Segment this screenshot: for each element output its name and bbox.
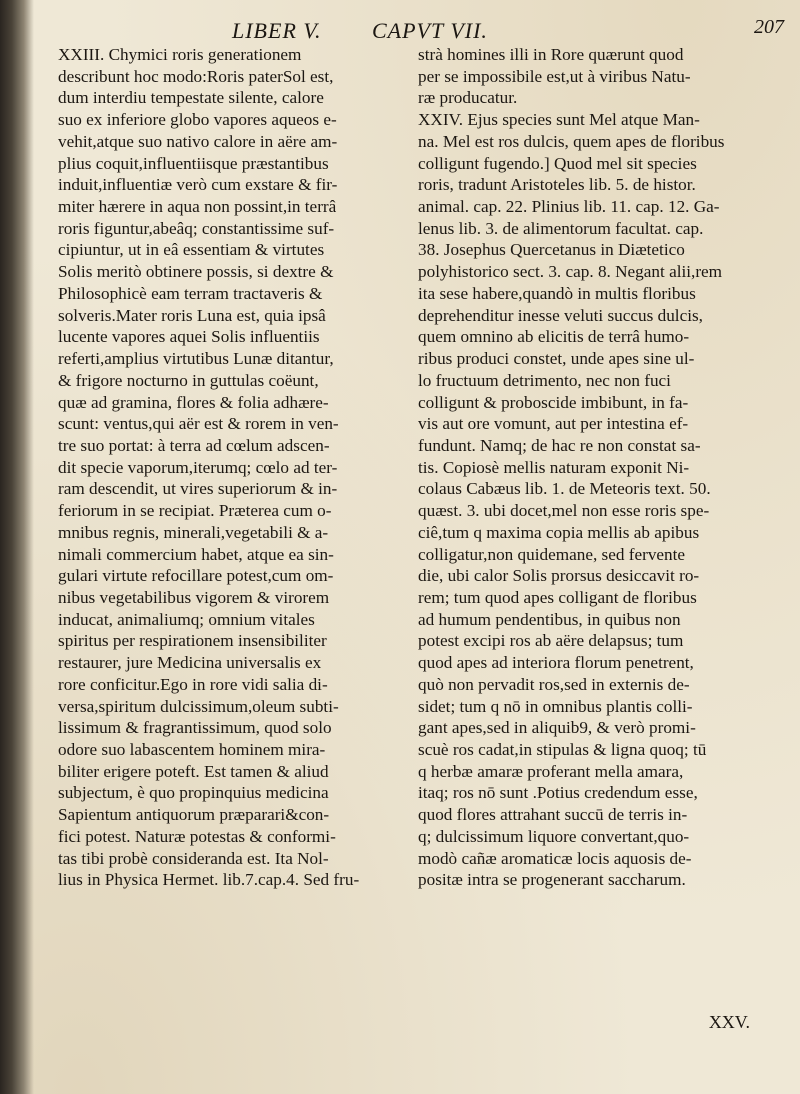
- text-line: ita sese habere,quandò in multis floribus: [418, 283, 696, 303]
- text-line: gulari virtute refocillare potest,cum om-: [58, 566, 334, 586]
- text-line: ræ producatur.: [418, 88, 518, 108]
- text-line: describunt hoc modo:Roris paterSol est,: [58, 66, 334, 86]
- text-line: referti,amplius virtutibus Lunæ ditantur,: [58, 349, 334, 369]
- text-line: & frigore nocturno in guttulas coëunt,: [58, 370, 319, 390]
- text-line: scuè ros cadat,in stipulas & ligna quoq; tū: [418, 740, 707, 759]
- text-line: mnibus regnis, minerali,vegetabili & a-: [58, 522, 329, 542]
- text-line: spiritus per respirationem insensibiliter: [58, 631, 327, 651]
- text-line: quò non pervadit ros,sed in externis de-: [418, 674, 690, 694]
- text-line: lucente vapores aquei Solis influentiis: [58, 327, 320, 347]
- text-line: nimali commercium habet, atque ea sin-: [58, 544, 334, 564]
- text-line: vehit,atque suo nativo calore in aëre am-: [58, 131, 338, 151]
- header-chapter: CAPVT VII.: [372, 18, 488, 43]
- text-line: ad humum pendentibus, in quibus non: [418, 609, 681, 629]
- text-line: cipiuntur, ut in eâ essentiam & virtutes: [58, 240, 325, 260]
- text-line: rore conficitur.Ego in rore vidi salia di-: [58, 674, 328, 694]
- text-line: gant apes,sed in aliquib9, & verò promi-: [418, 718, 696, 738]
- text-line: animal. cap. 22. Plinius lib. 11. cap. 12. Ga-: [418, 197, 720, 217]
- text-line: itaq; ros nō sunt .Potius credendum esse,: [418, 783, 698, 803]
- right-text-column: [418, 44, 748, 891]
- text-line: Solis meritò obtinere possis, si dextre &: [58, 262, 334, 282]
- text-line: lissimum & fragrantissimum, quod solo: [58, 718, 332, 738]
- text-line: induit,influentiæ verò cum exstare & fir-: [58, 175, 338, 195]
- text-line: ram descendit, ut vires superiorum & in-: [58, 479, 338, 499]
- binding-gutter: [0, 0, 34, 1094]
- text-line: tre suo portat: à terra ad cœlum adscen-: [58, 435, 330, 455]
- text-line: strà homines illi in Rore quærunt quod: [418, 45, 684, 64]
- text-line: subjectum, è quo propinquius medicina: [58, 783, 329, 803]
- text-line: odore suo labascentem hominem mira-: [58, 740, 326, 759]
- text-line: lius in Physica Hermet. lib.7.cap.4. Sed fru-: [58, 870, 360, 890]
- text-line: dum interdiu tempestate silente, calore: [58, 88, 324, 108]
- text-line: rem; tum quod apes colligant de floribus: [418, 587, 697, 607]
- text-line: quæ ad gramina, flores & folia adhære-: [58, 392, 329, 412]
- text-line: quæst. 3. ubi docet,mel non esse roris spe-: [418, 501, 710, 521]
- text-line: colligatur,non quidemane, sed fervente: [418, 544, 686, 564]
- text-line: quod apes ad interiora florum penetrent,: [418, 653, 694, 673]
- text-line: q; dulcissimum liquore convertant,quo-: [418, 826, 690, 846]
- text-line: colligunt fugendo.] Quod mel sit species: [418, 153, 697, 173]
- text-line: modò cañæ aromaticæ locis aquosis de-: [418, 848, 692, 868]
- text-line: ribus produci constet, unde apes sine ul-: [418, 349, 695, 369]
- text-line: lenus lib. 3. de alimentorum facultat. cap.: [418, 218, 704, 238]
- text-line: sidet; tum q nō in omnibus plantis colli-: [418, 696, 693, 716]
- text-line: positæ intra se progenerant saccharum.: [418, 870, 686, 890]
- text-line: tas tibi probè consideranda est. Ita Nol-: [58, 848, 329, 868]
- text-line: colaus Cabæus lib. 1. de Meteoris text. 50.: [418, 479, 711, 499]
- catchword: XXV.: [708, 1012, 750, 1032]
- left-text-column: [58, 44, 382, 891]
- text-line: 38. Josephus Quercetanus in Diætetico: [418, 240, 685, 260]
- text-line: fundunt. Namq; de hac re non constat sa-: [418, 435, 701, 455]
- text-line: q herbæ amaræ proferant mella amara,: [418, 761, 684, 781]
- text-line: potest excipi ros ab aëre delapsus; tum: [418, 631, 684, 651]
- text-line: roris figuntur,abeâq; constantissime suf-: [58, 218, 335, 238]
- text-line: na. Mel est ros dulcis, quem apes de floribus: [418, 131, 725, 151]
- text-line: per se impossibile est,ut à viribus Natu-: [418, 66, 691, 86]
- text-line: colligunt & proboscide imbibunt, in fa-: [418, 392, 689, 412]
- text-line: vis aut ore vomunt, aut per intestina ef-: [418, 414, 689, 434]
- text-line: biliter erigere poteft. Est tamen & aliud: [58, 761, 329, 781]
- text-line: dit specie vaporum,iterumq; cœlo ad ter-: [58, 457, 338, 477]
- page-number: 207: [754, 16, 784, 38]
- text-line: plius coquit,influentiisque præstantibus: [58, 153, 329, 173]
- header-book: LIBER V.: [232, 18, 322, 43]
- text-line: roris, tradunt Aristoteles lib. 5. de histor.: [418, 175, 696, 195]
- text-line: polyhistorico sect. 3. cap. 8. Negant alii,rem: [418, 262, 723, 282]
- text-line: restaurer, jure Medicina universalis ex: [58, 653, 322, 673]
- text-line: versa,spiritum dulcissimum,oleum subti-: [58, 696, 339, 716]
- text-line: quem omnino ab elicitis de terrâ humo-: [418, 327, 690, 347]
- text-line: XXIII. Chymici roris generationem: [58, 45, 302, 64]
- text-line: quod flores attrahant succū de terris in-: [418, 805, 688, 825]
- text-line: XXIV. Ejus species sunt Mel atque Man-: [418, 110, 700, 130]
- text-line: tis. Copiosè mellis naturam exponit Ni-: [418, 457, 690, 477]
- text-line: suo ex inferiore globo vapores aqueos e-: [58, 110, 337, 130]
- text-line: scunt: ventus,qui aër est & rorem in ven-: [58, 414, 339, 434]
- text-line: inducat, animaliumq; omnium vitales: [58, 609, 315, 629]
- text-line: deprehenditur inesse veluti succus dulcis,: [418, 305, 703, 325]
- text-line: Sapientum antiquorum præparari&con-: [58, 805, 330, 825]
- text-line: fici potest. Naturæ potestas & conformi-: [58, 826, 336, 846]
- text-line: miter hærere in aqua non possint,in terrâ: [58, 197, 337, 217]
- text-line: solveris.Mater roris Luna est, quia ipsâ: [58, 305, 326, 325]
- text-line: Philosophicè eam terram tractaveris &: [58, 283, 323, 303]
- text-line: ciê,tum q maxima copia mellis ab apibus: [418, 522, 700, 542]
- text-line: die, ubi calor Solis prorsus desiccavit ro-: [418, 566, 700, 586]
- text-line: lo fructuum detrimento, nec non fuci: [418, 370, 671, 390]
- text-line: nibus vegetabilibus vigorem & virorem: [58, 587, 330, 607]
- text-line: feriorum in se recipiat. Præterea cum o-: [58, 501, 332, 521]
